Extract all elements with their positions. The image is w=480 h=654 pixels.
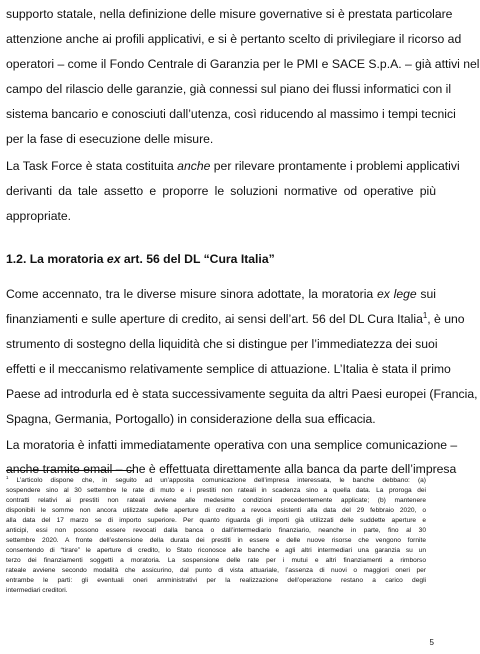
footnote-line: terzo dei finanziamenti soggetti a moratoria. La sospensione delle rate per i mutui e altri finanziamenti a rimborso xyxy=(6,557,426,564)
footnote-marker: 1 xyxy=(6,474,9,480)
paragraph-line: Spagna, Germania, Portogallo) in considerazione della sua efficacia. xyxy=(6,412,376,426)
paragraph-line: per la fase di esecuzione delle misure. xyxy=(6,132,214,146)
footnote-line: consentendo di “tirare” le aperture di credito, lo Stato riconosce alle banche e agli altri intermediari una garanzia su un xyxy=(6,547,426,554)
paragraph-line: operatori – come il Fondo Centrale di Garanzia per le PMI e SACE S.p.A. – già attivi nel xyxy=(6,57,480,71)
paragraph-line: attenzione anche ai profili applicativi, e si è pertanto scelto di privilegiare il ricorso ad xyxy=(6,32,462,46)
paragraph-line: anche tramite email – che è effettuata direttamente alla banca da parte dell’impresa xyxy=(6,462,457,476)
page-number: 5 xyxy=(429,638,434,647)
paragraph-line: supporto statale, nella definizione delle misure governative si è prestata particolare xyxy=(6,7,453,21)
footnote-line: settembre 2020. A fronte dell’estensione della durata dei prestiti in essere e delle nuove risorse che vengono fornite xyxy=(6,537,426,544)
footnote-line: $^1$ L’articolo dispone che, in seguito ad un’apposita comunicazione dell’impresa interessata, le banche debbano: (a) xyxy=(6,474,426,484)
footnote-line: intermediari creditori. xyxy=(6,587,68,594)
paragraph-line: La Task Force è stata costituita anche per rilevare prontamente i problemi applicativi xyxy=(6,159,460,173)
footnote-line: sospendere sino al 30 settembre le rate di muto e i prestiti non rateali in scadenza sino a quella data. La proroga dei xyxy=(6,487,426,494)
paragraph-line: finanziamenti e sulle aperture di credito, ai sensi dell’art. 56 del DL Cura Italia$^1$, è uno xyxy=(6,310,465,326)
paragraph-line: strumento di sostegno della liquidità che si distingue per l’immediatezza dei suoi xyxy=(6,337,438,351)
paragraph-line: effetti e il meccanismo relativamente semplice di attuazione. L’Italia è stata il primo xyxy=(6,362,451,376)
paragraph-line: La moratoria è infatti immediatamente operativa con una semplice comunicazione – xyxy=(6,438,458,452)
footnote-ref[interactable]: 1 xyxy=(422,310,428,320)
footnote-line: disponibili le somme non ancora utilizzate delle aperture di credito a revoca esistenti alla data del 29 febbraio 2020, o xyxy=(6,507,426,514)
footnote-line: entrambe le parti: gli eventuali oneri amministrativi per la realizzazione dell’operazione restano a carico degli xyxy=(6,577,426,584)
footnote-line: anticipi, essi non possono essere revocati dalla banca o dall’intermediario finanziario, neanche in parte, fino al 30 xyxy=(6,527,426,534)
paragraph-line: derivanti da tale assetto e proporre le soluzioni normative od operative più xyxy=(6,184,436,198)
paragraph-line: appropriate. xyxy=(6,209,72,223)
footnote-divider xyxy=(6,470,134,471)
paragraph-line: campo del rilascio delle garanzie, già connessi sul piano dei flussi informatici con il xyxy=(6,82,452,96)
paragraph-line: Come accennato, tra le diverse misure sinora adottate, la moratoria ex lege sui xyxy=(6,287,437,301)
footnote-line: rateale avviene secondo modalità che assicurino, dal punto di vista attuariale, l’assenza di nuovi o maggiori oneri per xyxy=(6,567,426,574)
paragraph-line: Paese ad introdurla ed è stata successivamente seguita da altri Paesi europei (Francia, xyxy=(6,387,478,401)
paragraph-line: sistema bancario e conosciuti dall’utenza, così riducendo al massimo i tempi tecnici xyxy=(6,107,456,121)
emphasis: anche xyxy=(177,159,211,173)
section-heading: 1.2. La moratoria ex art. 56 del DL “Cura Italia” xyxy=(6,252,275,266)
emphasis: ex lege xyxy=(376,287,417,301)
footnote-line: contratti relativi ai prestiti non rateali avviene alle medesime condizioni precedentemente applicate; (b) mantenere xyxy=(6,497,426,504)
footnote-line: alla data del 17 marzo se di importo superiore. Per quanto riguarda gli importi già utilizzati delle suddette aperture e xyxy=(6,517,426,524)
